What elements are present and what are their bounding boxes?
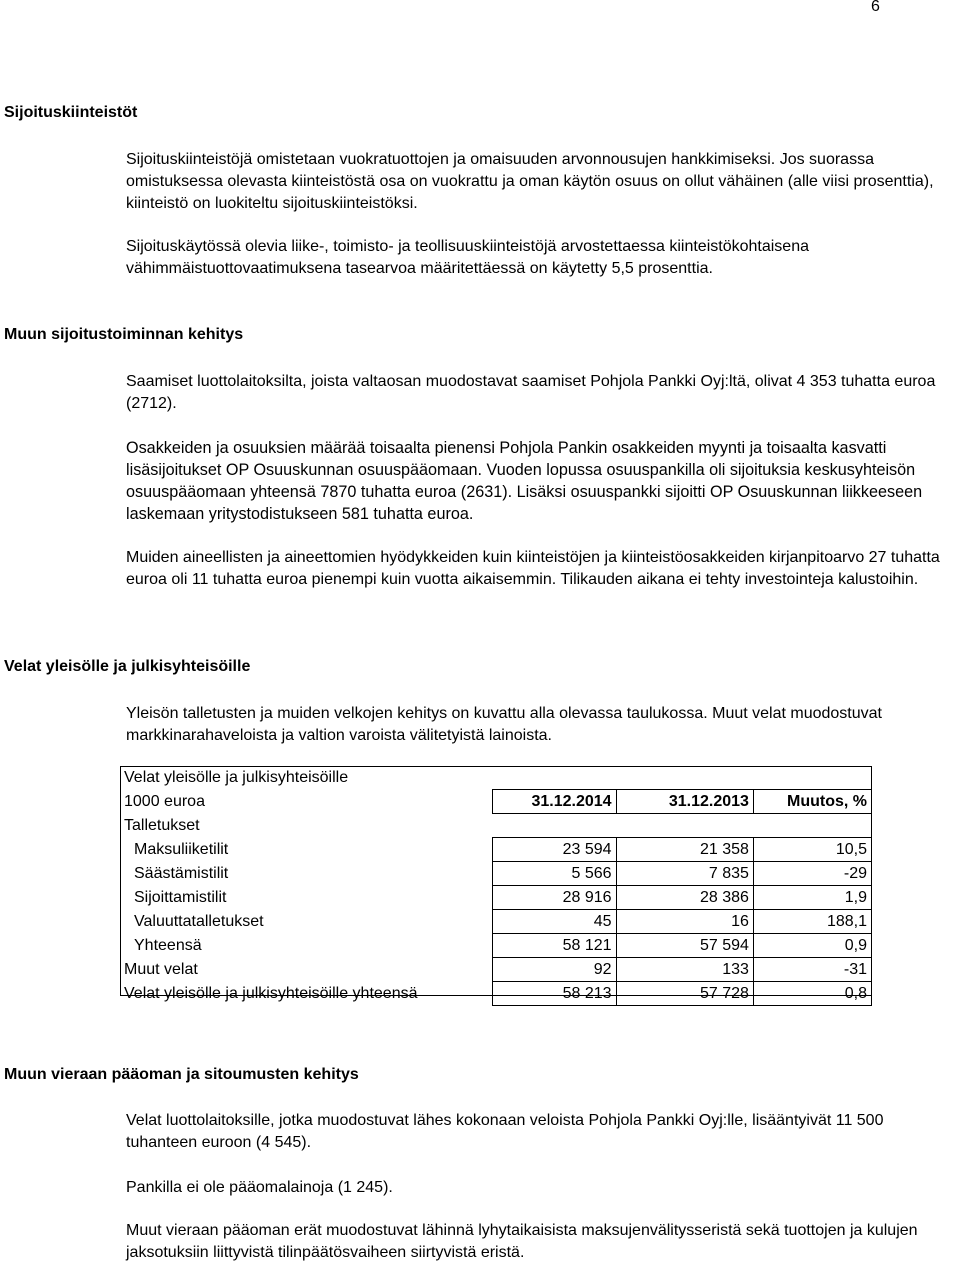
table-row <box>120 982 872 1006</box>
row-label: Säästämistilit <box>134 864 229 882</box>
value-2014: 45 <box>492 910 616 934</box>
value-2013: 16 <box>616 910 753 934</box>
unit-label: 1000 euroa <box>124 792 205 810</box>
value-change: -31 <box>753 958 871 982</box>
table-title-row <box>120 766 872 790</box>
value-2014: 23 594 <box>492 838 616 862</box>
value-change: -29 <box>753 862 871 886</box>
paragraph: Muiden aineellisten ja aineettomien hyödykkeiden kuin kiinteistöjen ja kiinteistöosakkeiden kirjanpitoarvo 27 tuhatta euroa oli 11 tuhatta euroa pienempi kuin vuotta aikaisemmin. Tilikauden aikana ei tehty investointeja kalustoihin. <box>126 549 940 588</box>
value-change: 188,1 <box>753 910 871 934</box>
row-label: Valuuttatalletukset <box>134 912 264 930</box>
value-2014: 58 121 <box>492 934 616 958</box>
value-2014: 28 916 <box>492 886 616 910</box>
table-group-row <box>120 814 872 838</box>
section-heading-muun-vieraan-paaoman: Muun vieraan pääoman ja sitoumusten kehitys <box>4 1066 359 1083</box>
table-title: Velat yleisölle ja julkisyhteisöille <box>124 768 349 786</box>
table-row <box>120 838 872 862</box>
col-header-2013: 31.12.2013 <box>616 790 753 814</box>
table-row <box>120 862 872 886</box>
row-label: Muut velat <box>124 960 198 978</box>
value-change: 1,9 <box>753 886 871 910</box>
value-2013: 28 386 <box>616 886 753 910</box>
value-2014: 92 <box>492 958 616 982</box>
value-2014: 5 566 <box>492 862 616 886</box>
value-2013: 57 594 <box>616 934 753 958</box>
group-label: Talletukset <box>124 816 200 834</box>
paragraph: Saamiset luottolaitoksilta, joista valtaosan muodostavat saamiset Pohjola Pankki Oyj:ltä, olivat 4 353 tuhatta euroa (2712). <box>126 373 936 412</box>
deposits-table <box>120 766 872 1002</box>
paragraph: Sijoituskäytössä olevia liike-, toimisto- ja teollisuuskiinteistöjä arvostettaessa kiinteistökohtaisena vähimmäistuottovaatimuksena tasearvoa määritettäessä on käytetty 5,5 prosenttia. <box>126 238 809 277</box>
row-label: Velat yleisölle ja julkisyhteisöille yhteensä <box>124 984 418 1002</box>
value-change: 0,8 <box>753 982 871 1006</box>
section-heading-sijoituskiinteistot: Sijoituskiinteistöt <box>4 104 138 121</box>
section-heading-velat-yleisolle: Velat yleisölle ja julkisyhteisöille <box>4 658 251 675</box>
value-2014: 58 213 <box>492 982 616 1006</box>
page-number: 6 <box>871 0 880 15</box>
value-change: 0,9 <box>753 934 871 958</box>
paragraph: Velat luottolaitoksille, jotka muodostuvat lähes kokonaan veloista Pohjola Pankki Oyj:lle, lisääntyivät 11 500 tuhanteen euroon (4 545). <box>126 1112 884 1151</box>
row-label: Sijoittamistilit <box>134 888 227 906</box>
value-2013: 133 <box>616 958 753 982</box>
table-row <box>120 886 872 910</box>
section-heading-muun-sijoitustoiminnan-kehitys: Muun sijoitustoiminnan kehitys <box>4 326 244 343</box>
value-2013: 7 835 <box>616 862 753 886</box>
value-change: 10,5 <box>753 838 871 862</box>
table-row <box>120 958 872 982</box>
table-row <box>120 934 872 958</box>
paragraph: Yleisön talletusten ja muiden velkojen kehitys on kuvattu alla olevassa taulukossa. Muut velat muodostuvat markkinarahaveloista ja valtion varoista välitetyistä lainoista. <box>126 705 882 744</box>
row-label: Yhteensä <box>134 936 202 954</box>
col-header-change: Muutos, % <box>753 790 871 814</box>
table-header-row <box>120 790 872 814</box>
row-label: Maksuliiketilit <box>134 840 229 858</box>
value-2013: 57 728 <box>616 982 753 1006</box>
paragraph: Sijoituskiinteistöjä omistetaan vuokratuottojen ja omaisuuden arvonnousujen hankkimiseksi. Jos suorassa omistuksessa olevasta kiinteistöstä osa on vuokrattu ja oman käytön osuus on ollut vähäinen (alle viisi prosenttia), kiinteistö on luokiteltu sijoituskiinteistöksi. <box>126 151 934 212</box>
col-header-2014: 31.12.2014 <box>492 790 616 814</box>
paragraph: Pankilla ei ole pääomalainoja (1 245). <box>126 1179 393 1196</box>
paragraph: Osakkeiden ja osuuksien määrää toisaalta pienensi Pohjola Pankin osakkeiden myynti ja toisaalta kasvatti lisäsijoitukset OP Osuuskunnan osuuspääomaan. Vuoden lopussa osuuspankilla oli sijoituksia keskusyhteisön osuuspääomaan yhteensä 7870 tuhatta euroa (2631). Lisäksi osuuspankki sijoitti OP Osuuskunnan liikkeeseen laskemaan yritystodistukseen 581 tuhatta euroa. <box>126 439 923 523</box>
paragraph: Muut vieraan pääoman erät muodostuvat lähinnä lyhytaikaisista maksujenvälitysseristä sekä tuottojen ja kulujen jaksotuksiin liittyvistä tilinpäätösvaiheen siirtyvistä eristä. <box>126 1222 918 1261</box>
value-2013: 21 358 <box>616 838 753 862</box>
table-row <box>120 910 872 934</box>
